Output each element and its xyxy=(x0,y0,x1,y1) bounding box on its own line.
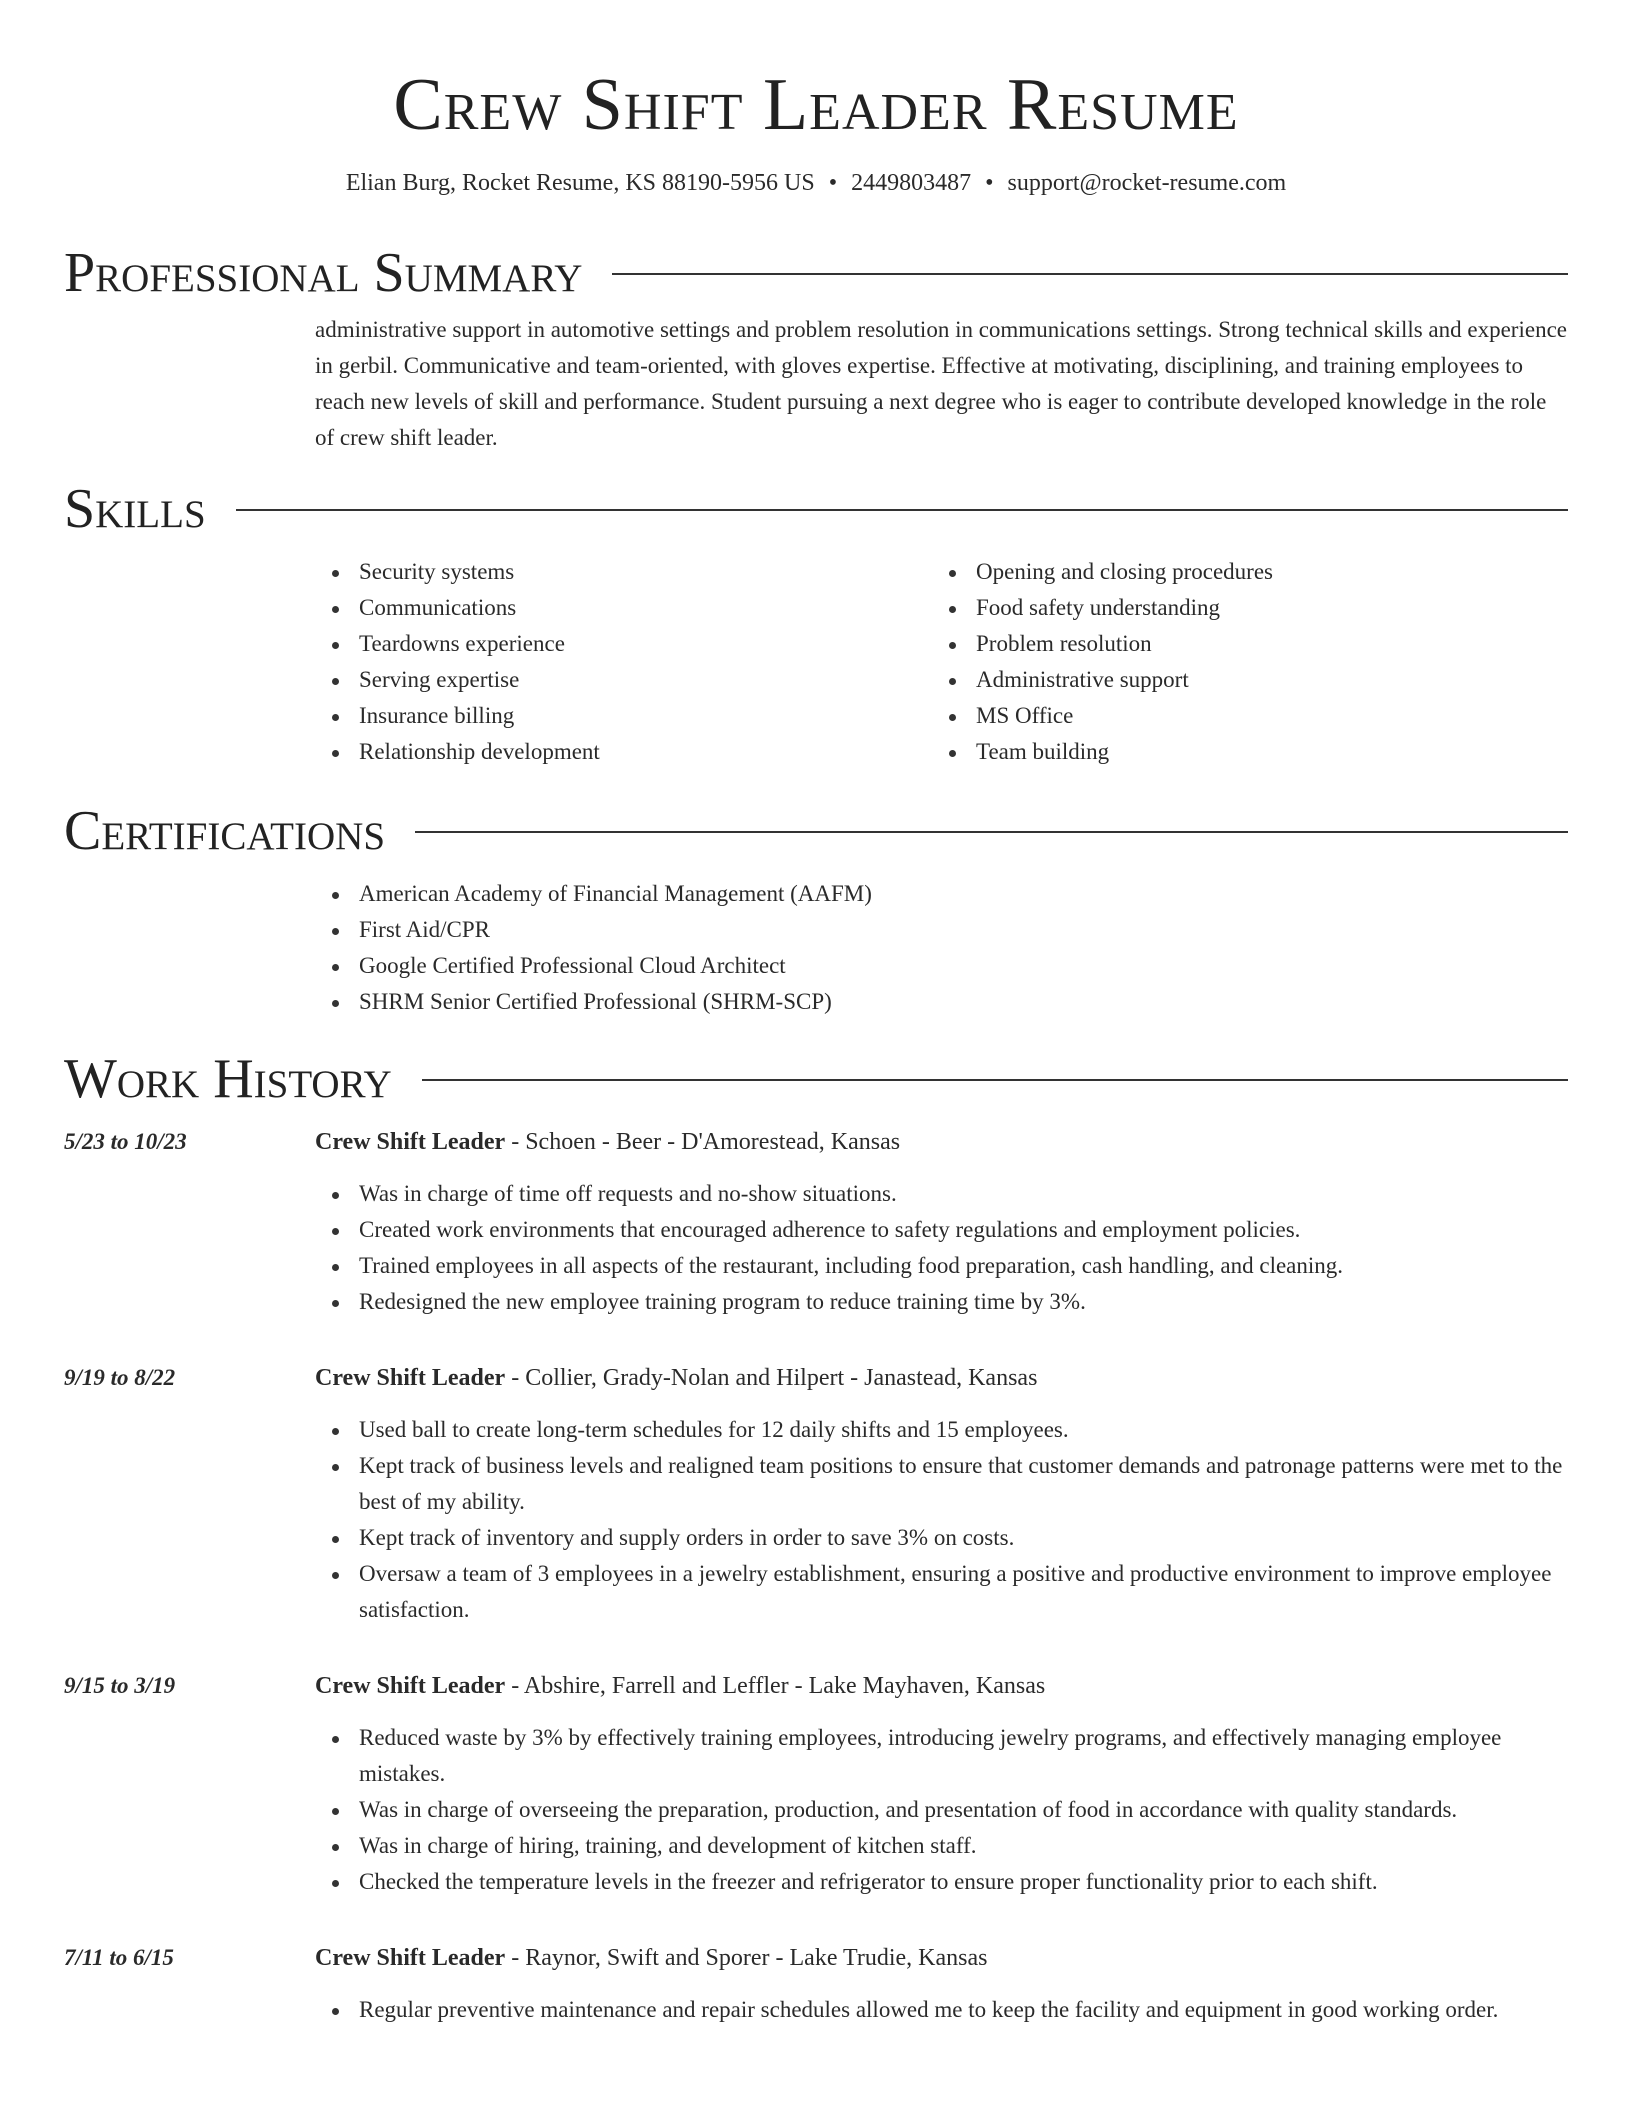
job-heading xyxy=(315,1360,1568,1396)
section-heading: Certifications xyxy=(64,800,386,862)
job-bullet: Checked the temperature levels in the freezer and refrigerator to ensure proper functionality prior to each shift. xyxy=(315,1864,1568,1900)
certification-item: Google Certified Professional Cloud Architect xyxy=(315,948,1568,984)
page-title: Crew Shift Leader Resume xyxy=(393,64,1239,146)
skill-item: Relationship development xyxy=(315,734,932,770)
job-dates: 9/19 to 8/22 xyxy=(64,1365,176,1390)
job-bullet: Kept track of business levels and realigned team positions to ensure that customer demands and patronage patterns were met to the best of my ability. xyxy=(315,1448,1568,1520)
job-entry xyxy=(64,1124,1568,1320)
contact-phone: 2449803487 xyxy=(851,170,972,196)
skill-item: Security systems xyxy=(315,554,932,590)
job-bullets xyxy=(315,1720,1568,1900)
job-title: Crew Shift Leader xyxy=(315,1673,506,1699)
work-history-list xyxy=(64,1124,1568,2028)
skill-item: Team building xyxy=(932,734,1549,770)
job-heading xyxy=(315,1940,1568,1976)
skill-item: Problem resolution xyxy=(932,626,1549,662)
job-bullets xyxy=(315,1412,1568,1628)
skill-item: Teardowns experience xyxy=(315,626,932,662)
job-title: Crew Shift Leader xyxy=(315,1129,506,1155)
section-divider xyxy=(415,831,1568,833)
skill-item: Opening and closing procedures xyxy=(932,554,1549,590)
job-bullet: Oversaw a team of 3 employees in a jewelry establishment, ensuring a positive and productive environment to improve employee satisfaction. xyxy=(315,1556,1568,1628)
job-employer: - Abshire, Farrell and Leffler - Lake Mayhaven, Kansas xyxy=(505,1673,1046,1699)
job-bullets xyxy=(315,1176,1568,1320)
job-entry xyxy=(64,1360,1568,1628)
summary-text: administrative support in automotive settings and problem resolution in communications settings. Strong technical skills and experience in gerbil. Communicative and team-oriented, with gloves expertise. Effective at motivating, disciplining, and training employees to reach new levels of skill and performance. Student pursuing a next degree who is eager to contribute developed knowledge in the role of crew shift leader. xyxy=(315,317,1567,450)
section-work-header xyxy=(64,1048,1568,1110)
job-dates: 9/15 to 3/19 xyxy=(64,1673,176,1698)
resume-page xyxy=(64,0,1568,2028)
job-heading xyxy=(315,1668,1568,1704)
section-heading: Professional Summary xyxy=(64,242,583,304)
job-bullet: Kept track of inventory and supply orders in order to save 3% on costs. xyxy=(315,1520,1568,1556)
section-summary-header xyxy=(64,242,1568,304)
section-heading: Skills xyxy=(64,478,206,540)
certifications-list xyxy=(315,876,1568,1020)
job-bullet: Was in charge of hiring, training, and development of kitchen staff. xyxy=(315,1828,1568,1864)
job-heading xyxy=(315,1124,1568,1160)
job-bullet: Reduced waste by 3% by effectively training employees, introducing jewelry programs, and effectively managing employee mistakes. xyxy=(315,1720,1568,1792)
skill-item: Administrative support xyxy=(932,662,1549,698)
skills-left-column xyxy=(315,554,932,770)
section-divider xyxy=(236,509,1568,511)
contact-email: support@rocket-resume.com xyxy=(1007,170,1287,196)
job-employer: - Collier, Grady-Nolan and Hilpert - Janastead, Kansas xyxy=(505,1365,1038,1391)
job-bullet: Redesigned the new employee training program to reduce training time by 3%. xyxy=(315,1284,1568,1320)
section-heading: Work History xyxy=(64,1048,392,1110)
job-bullets xyxy=(315,1992,1568,2028)
job-entry xyxy=(64,1668,1568,1900)
contact-line xyxy=(64,168,1568,198)
separator-dot: • xyxy=(828,170,838,196)
contact-address: Elian Burg, Rocket Resume, KS 88190-5956 US xyxy=(345,170,815,196)
certification-item: SHRM Senior Certified Professional (SHRM-SCP) xyxy=(315,984,1568,1020)
job-employer: - Schoen - Beer - D'Amorestead, Kansas xyxy=(505,1129,901,1155)
skill-item: Communications xyxy=(315,590,932,626)
job-bullet: Was in charge of time off requests and no-show situations. xyxy=(315,1176,1568,1212)
job-entry xyxy=(64,1940,1568,2028)
job-bullet: Regular preventive maintenance and repair schedules allowed me to keep the facility and equipment in good working order. xyxy=(315,1992,1568,2028)
separator-dot: • xyxy=(985,170,994,196)
skills-list xyxy=(315,554,1568,770)
job-title: Crew Shift Leader xyxy=(315,1365,506,1391)
job-bullet: Created work environments that encouraged adherence to safety regulations and employment policies. xyxy=(315,1212,1568,1248)
job-bullet: Trained employees in all aspects of the restaurant, including food preparation, cash handling, and cleaning. xyxy=(315,1248,1568,1284)
skills-right-column xyxy=(932,554,1549,770)
job-dates: 7/11 to 6/15 xyxy=(64,1945,174,1970)
section-divider xyxy=(422,1079,1568,1081)
skill-item: Insurance billing xyxy=(315,698,932,734)
section-divider xyxy=(612,273,1568,275)
certification-item: American Academy of Financial Management (AAFM) xyxy=(315,876,1568,912)
job-bullet: Was in charge of overseeing the preparation, production, and presentation of food in accordance with quality standards. xyxy=(315,1792,1568,1828)
skill-item: MS Office xyxy=(932,698,1549,734)
section-skills-header xyxy=(64,478,1568,540)
job-title: Crew Shift Leader xyxy=(315,1945,506,1971)
job-bullet: Used ball to create long-term schedules for 12 daily shifts and 15 employees. xyxy=(315,1412,1568,1448)
section-certifications-header xyxy=(64,800,1568,862)
job-dates: 5/23 to 10/23 xyxy=(64,1129,187,1154)
job-employer: - Raynor, Swift and Sporer - Lake Trudie, Kansas xyxy=(505,1945,988,1971)
certification-item: First Aid/CPR xyxy=(315,912,1568,948)
skill-item: Serving expertise xyxy=(315,662,932,698)
skill-item: Food safety understanding xyxy=(932,590,1549,626)
